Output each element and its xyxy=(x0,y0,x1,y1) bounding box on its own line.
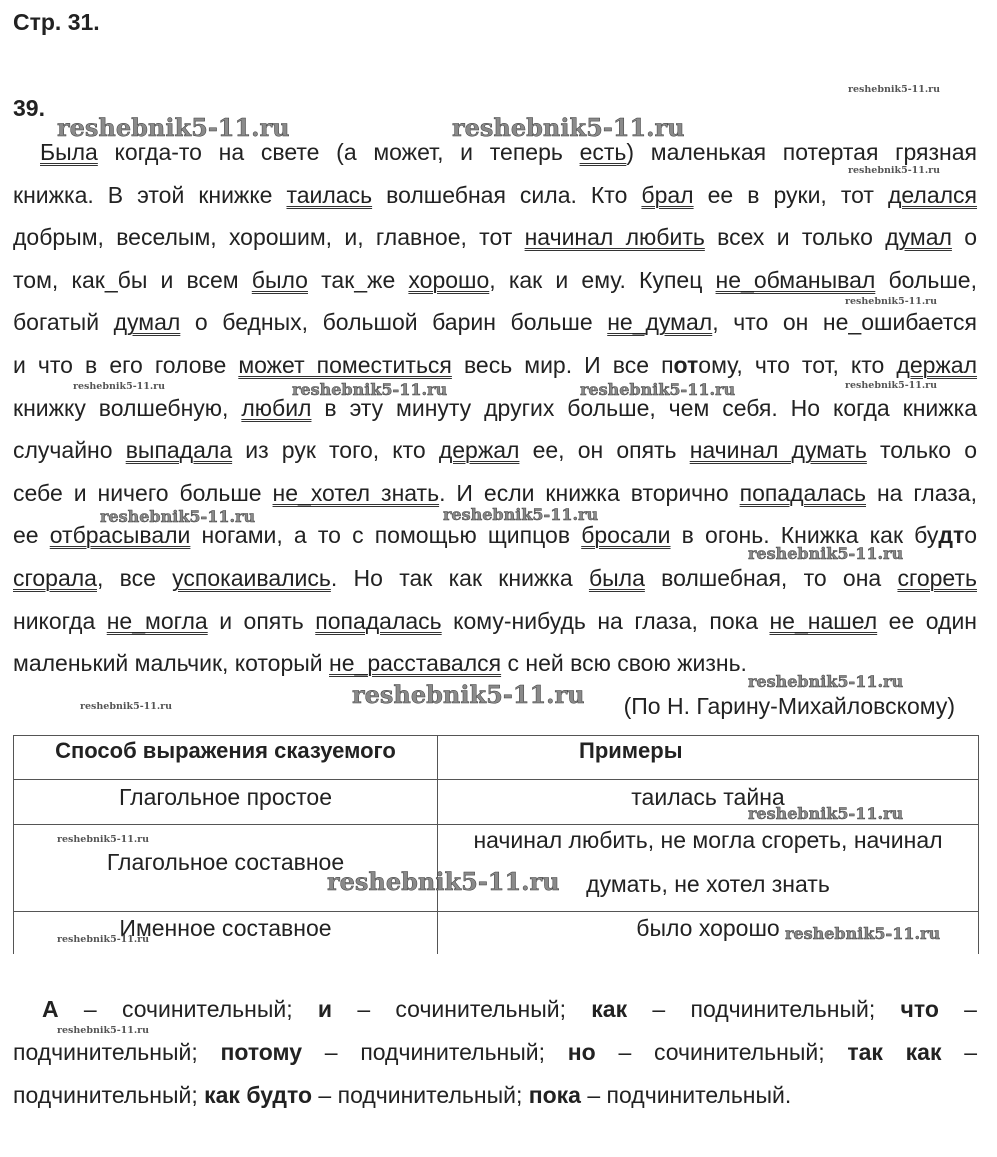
text-fragment: книжку волшебную, xyxy=(13,394,242,421)
watermark: reshebnik5-11.ru xyxy=(580,380,736,399)
predicate-underlined: есть xyxy=(579,139,627,165)
text-line xyxy=(13,557,977,600)
text-fragment: . Но так как книжка xyxy=(330,564,589,591)
attribution: (По Н. Гарину-Михайловскому) xyxy=(623,693,955,719)
page-label: Стр. 31. xyxy=(13,9,100,35)
text-fragment: подчинительный; xyxy=(13,1039,221,1065)
watermark: reshebnik5-11.ru xyxy=(100,507,256,526)
bold-fragment: А xyxy=(42,996,59,1022)
predicate-table xyxy=(13,735,979,954)
text-fragment: и опять xyxy=(207,607,316,634)
text-fragment: ому, что тот, кто xyxy=(698,351,897,378)
watermark: reshebnik5-11.ru xyxy=(848,84,941,95)
text-fragment: маленький мальчик, который xyxy=(13,650,330,677)
text-fragment: волшебная сила. Кто xyxy=(372,181,642,208)
text-fragment: – xyxy=(938,996,977,1022)
text-fragment: весь мир. И все п xyxy=(451,351,674,378)
conjunctions-answer xyxy=(13,988,977,1117)
predicate-underlined: может поместиться xyxy=(238,351,452,378)
predicate-underlined: держал xyxy=(438,437,520,464)
text-fragment: на глаза, xyxy=(866,479,977,506)
predicate-underlined: бросали xyxy=(581,522,671,549)
text-fragment: – подчинительный; xyxy=(312,1082,529,1108)
predicate-underlined: сгореть xyxy=(897,564,977,591)
predicate-underlined: не_могла xyxy=(106,607,208,634)
predicate-underlined: думал xyxy=(885,224,952,251)
text-fragment: так_же xyxy=(307,266,409,293)
text-fragment: ее, он опять xyxy=(519,437,690,464)
text-line xyxy=(13,429,977,472)
text-line xyxy=(13,1074,977,1117)
watermark: reshebnik5-11.ru xyxy=(452,113,685,142)
text-fragment: ее один xyxy=(877,607,977,634)
watermark: reshebnik5-11.ru xyxy=(327,867,560,896)
watermark: reshebnik5-11.ru xyxy=(80,701,173,712)
text-fragment: книжка. В этой книжке xyxy=(13,181,287,208)
text-line xyxy=(13,174,977,217)
text-fragment: случайно xyxy=(13,437,126,464)
text-line xyxy=(13,1031,977,1074)
text-line xyxy=(13,387,977,430)
predicate-underlined: не_обманывал xyxy=(715,266,876,293)
text-fragment: – подчинительный. xyxy=(580,1082,792,1108)
predicate-type: Именное составное xyxy=(119,915,332,941)
predicate-underlined: Была xyxy=(40,139,98,165)
text-fragment: с ней всю свою жизнь. xyxy=(501,650,747,677)
predicate-type: Глагольное составное xyxy=(106,849,345,875)
example-line: начинал любить, не могла сгореть, начинал xyxy=(473,827,943,853)
predicate-underlined: хорошо xyxy=(408,266,490,293)
watermark: reshebnik5-11.ru xyxy=(848,165,941,176)
exercise-text xyxy=(13,131,977,685)
text-fragment: подчинительный; xyxy=(13,1082,205,1108)
bold-fragment: что xyxy=(900,996,939,1022)
text-fragment: себе и ничего больше xyxy=(13,479,273,506)
header-examples: Примеры xyxy=(438,736,979,780)
text-fragment: , все xyxy=(96,564,173,591)
predicate-underlined: начинал любить xyxy=(524,224,705,251)
text-fragment: – сочинительный; xyxy=(58,996,318,1022)
text-fragment: о xyxy=(964,522,978,549)
watermark: reshebnik5-11.ru xyxy=(748,804,904,823)
predicate-underlined: не_расставался xyxy=(329,650,502,677)
text-fragment: о бедных, большой барин больше xyxy=(180,309,608,336)
bold-fragment: так как xyxy=(847,1039,942,1065)
watermark: reshebnik5-11.ru xyxy=(57,834,150,845)
predicate-underlined: делался xyxy=(887,181,978,208)
predicate-underlined: не_думал xyxy=(607,309,713,336)
text-fragment: ) маленькая потертая грязная xyxy=(626,139,977,165)
predicate-type-cell xyxy=(14,780,438,825)
predicate-underlined: таилась xyxy=(286,181,373,208)
text-line xyxy=(13,301,977,344)
text-fragment: о xyxy=(951,224,977,251)
predicate-underlined: отбрасывали xyxy=(49,522,191,549)
text-fragment: . И если книжка вторично xyxy=(439,479,740,506)
text-fragment: в огонь. Книжка как бу xyxy=(670,522,939,549)
text-fragment: богатый xyxy=(13,309,114,336)
text-line xyxy=(13,988,977,1031)
watermark: reshebnik5-11.ru xyxy=(73,381,166,392)
text-fragment: только о xyxy=(866,437,977,464)
text-fragment: , как и ему. Купец xyxy=(489,266,716,293)
predicate-underlined: думал xyxy=(113,309,181,336)
predicate-underlined: любил xyxy=(241,394,312,421)
table-header-row xyxy=(14,736,979,780)
predicate-underlined: выпадала xyxy=(125,437,233,464)
predicate-underlined: было xyxy=(251,266,308,293)
text-fragment: кому-нибудь на глаза, пока xyxy=(441,607,770,634)
predicate-underlined: не_хотел знать xyxy=(272,479,440,506)
watermark: reshebnik5-11.ru xyxy=(57,113,290,142)
predicate-underlined: брал xyxy=(641,181,694,208)
predicate-underlined: начинал думать xyxy=(689,437,867,464)
predicate-underlined: сгорала xyxy=(13,564,97,591)
text-line xyxy=(13,259,977,302)
text-fragment: – подчинительный; xyxy=(627,996,901,1022)
predicate-underlined: успокаивались xyxy=(172,564,331,591)
predicate-type-cell xyxy=(14,912,438,955)
text-fragment: , что он не_ошибается xyxy=(712,309,977,336)
bold-fragment: как будто xyxy=(204,1082,313,1108)
text-fragment: – подчинительный; xyxy=(302,1039,568,1065)
text-fragment: волшебная, то она xyxy=(644,564,898,591)
text-fragment: и что в его голове xyxy=(13,351,239,378)
bold-fragment: пока xyxy=(528,1082,581,1108)
text-fragment: ее xyxy=(13,522,50,549)
example-line: думать, не хотел знать xyxy=(586,871,830,897)
text-fragment: – сочинительный; xyxy=(332,996,592,1022)
text-fragment: – сочинительный; xyxy=(595,1039,848,1065)
bold-fragment: от xyxy=(673,351,699,378)
watermark: reshebnik5-11.ru xyxy=(748,544,904,563)
text-fragment: когда-то на свете (а может, и теперь xyxy=(97,139,580,165)
predicate-underlined: попадалась xyxy=(739,479,867,506)
bold-fragment: и xyxy=(317,996,333,1022)
text-fragment: никогда xyxy=(13,607,107,634)
exercise-number: 39. xyxy=(13,95,45,121)
watermark: reshebnik5-11.ru xyxy=(443,505,599,524)
watermark: reshebnik5-11.ru xyxy=(292,380,448,399)
predicate-underlined: попадалась xyxy=(315,607,442,634)
text-fragment: ногами, а то с помощью щипцов xyxy=(190,522,582,549)
predicate-type: Глагольное простое xyxy=(118,784,333,810)
watermark: reshebnik5-11.ru xyxy=(748,672,904,691)
watermark: reshebnik5-11.ru xyxy=(352,680,585,709)
text-fragment: всех и только xyxy=(704,224,886,251)
text-fragment: том, как_бы и всем xyxy=(13,266,252,293)
watermark: reshebnik5-11.ru xyxy=(785,924,941,943)
text-fragment: добрым, веселым, хорошим, и, главное, тот xyxy=(13,224,525,251)
text-fragment: в эту минуту других больше, чем себя. Но когда книжка xyxy=(311,394,977,421)
text-fragment: больше, xyxy=(875,266,977,293)
bold-fragment: как xyxy=(591,996,628,1022)
text-line xyxy=(13,216,977,259)
example-line: таилась тайна xyxy=(631,784,785,810)
bold-fragment: потому xyxy=(220,1039,303,1065)
text-fragment: ее в руки, тот xyxy=(693,181,888,208)
watermark: reshebnik5-11.ru xyxy=(57,1025,150,1036)
predicate-underlined: была xyxy=(588,564,645,591)
predicate-underlined: держал xyxy=(896,351,978,378)
predicate-underlined: не_нашел xyxy=(769,607,878,634)
bold-fragment: дт xyxy=(938,522,965,549)
text-line xyxy=(13,600,977,643)
header-method: Способ выражения сказуемого xyxy=(14,736,438,780)
example-line: было хорошо xyxy=(636,915,780,941)
text-fragment: – xyxy=(941,1039,977,1065)
text-fragment: из рук того, кто xyxy=(232,437,439,464)
watermark: reshebnik5-11.ru xyxy=(845,380,938,391)
watermark: reshebnik5-11.ru xyxy=(57,934,150,945)
bold-fragment: но xyxy=(567,1039,596,1065)
watermark: reshebnik5-11.ru xyxy=(845,296,938,307)
